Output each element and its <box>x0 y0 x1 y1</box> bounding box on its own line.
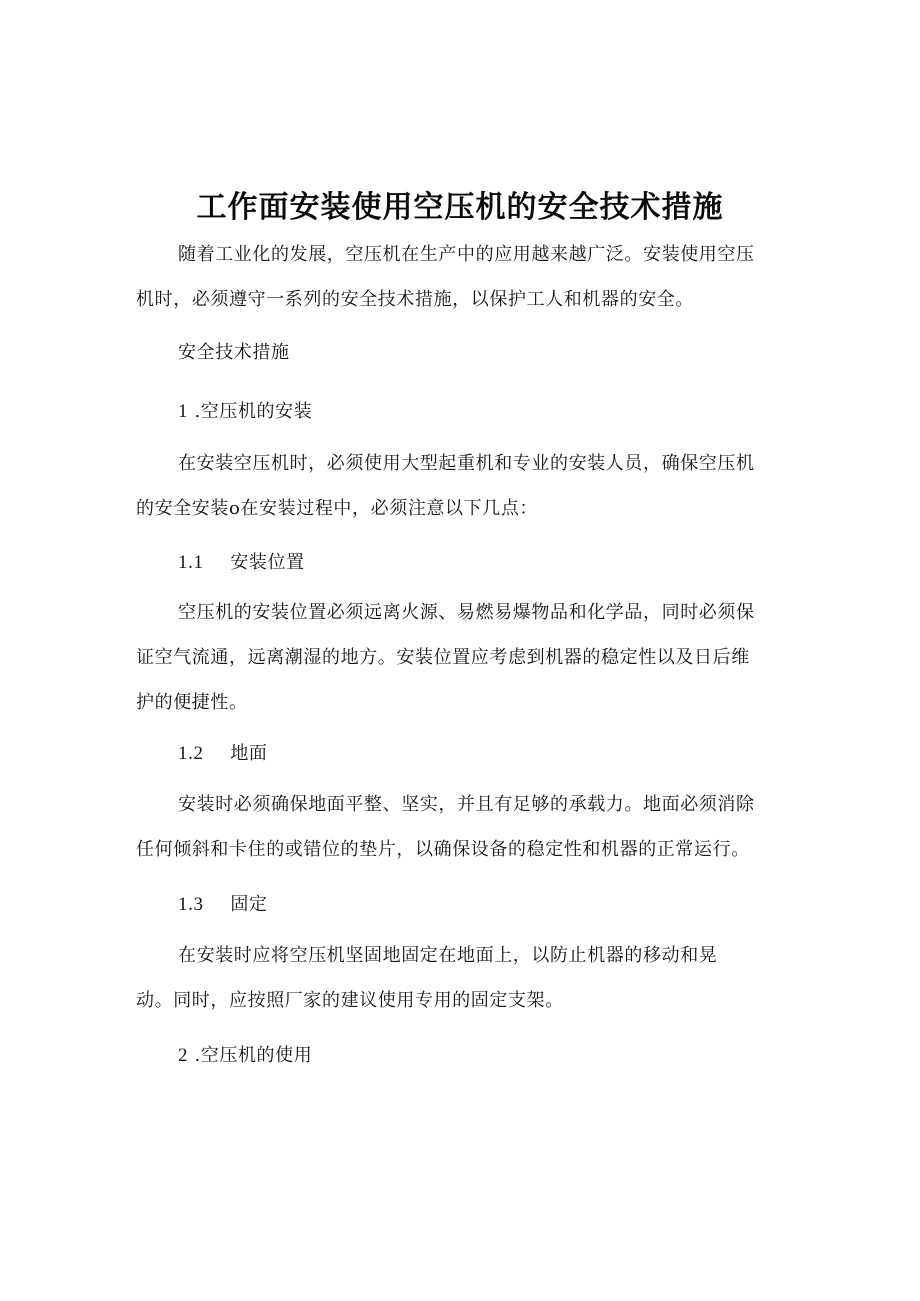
section-2-heading <box>178 1041 312 1071</box>
subsection-1-2-title: 地面 <box>230 743 268 764</box>
section-2-number: 2 <box>178 1045 189 1066</box>
section-1-paragraph <box>136 441 804 531</box>
subsection-1-2-number: 1.2 <box>178 743 204 764</box>
subsection-1-3-line-1: 在安装时应将空压机坚固地固定在地面上，以防止机器的移动和晃 <box>178 945 718 966</box>
subsection-1-3-paragraph <box>136 933 804 1023</box>
section-1-number: 1 <box>178 401 189 422</box>
subsection-1-3-heading <box>178 890 268 920</box>
subsection-1-3-title: 固定 <box>230 894 268 915</box>
subsection-1-1-line-3: 护的便捷性。 <box>136 692 248 713</box>
subsection-1-1-line-2: 证空气流通，远离潮湿的地方。安装位置应考虑到机器的稳定性以及日后维 <box>136 647 750 668</box>
subsection-1-1-title: 安装位置 <box>230 552 305 573</box>
subsection-1-1-line-1: 空压机的安装位置必须远离火源、易燃易爆物品和化学品，同时必须保 <box>178 602 755 623</box>
intro-line-1: 随着工业化的发展，空压机在生产中的应用越来越广泛。安装使用空压 <box>178 244 755 265</box>
document-title: 工作面安装使用空压机的安全技术措施 <box>196 190 724 225</box>
section-1-line-2: 的安全安装o在安装过程中，必须注意以下几点： <box>136 498 539 519</box>
intro-paragraph <box>136 232 804 322</box>
subsection-1-2-line-1: 安装时必须确保地面平整、坚实，并且有足够的承载力。地面必须消除 <box>178 794 755 815</box>
section-1-line-1: 在安装空压机时，必须使用大型起重机和专业的安装人员，确保空压机 <box>178 453 755 474</box>
subsection-1-1-heading <box>178 548 305 578</box>
subsection-1-2-line-2: 任何倾斜和卡住的或错位的垫片，以确保设备的稳定性和机器的正常运行。 <box>136 839 750 860</box>
section-1-title: .空压机的安装 <box>194 401 313 422</box>
subsection-1-1-number: 1.1 <box>178 552 204 573</box>
subsection-1-1-paragraph <box>136 590 804 725</box>
subsection-1-2-paragraph <box>136 782 804 872</box>
subsection-1-3-line-2: 动。同时，应按照厂家的建议使用专用的固定支架。 <box>136 990 564 1011</box>
subsection-1-2-heading <box>178 739 268 769</box>
intro-line-2: 机时，必须遵守一系列的安全技术措施，以保护工人和机器的安全。 <box>136 289 694 310</box>
section-2-title: .空压机的使用 <box>194 1045 313 1066</box>
measures-heading: 安全技术措施 <box>178 342 290 363</box>
subsection-1-3-number: 1.3 <box>178 894 204 915</box>
section-1-heading <box>178 397 312 427</box>
